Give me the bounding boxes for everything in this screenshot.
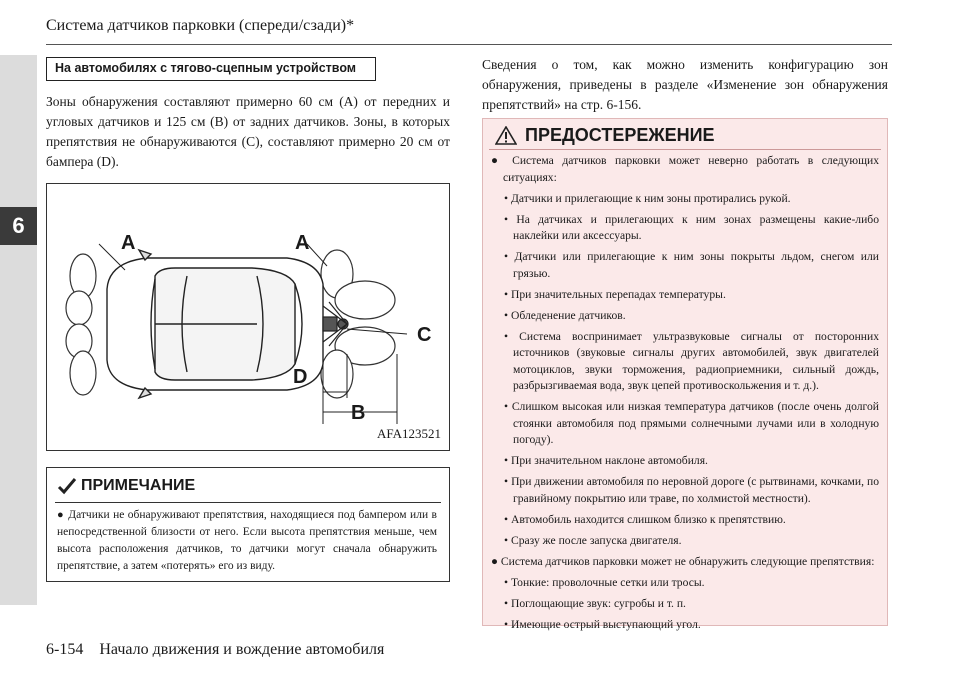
warning-item-text: Система датчиков парковки может неверно работать в следующих ситуациях: — [503, 154, 879, 184]
warning-item-text: Сразу же после запуска двигателя. — [510, 533, 682, 547]
front-left-zone — [66, 291, 92, 325]
bullet-icon: • — [504, 287, 511, 301]
warning-item-text: При значительных перепадах температуры. — [510, 287, 726, 301]
page-title: Система датчиков парковки (спереди/сзади)* — [46, 17, 355, 34]
rear-right-corner-zone — [321, 350, 353, 398]
warning-item-text: Система датчиков парковки может не обнаружить следующие препятствия: — [500, 554, 875, 568]
warning-item-text: На датчиках и прилегающих к ним зонах размещены какие-либо наклейки или аксессуары. — [513, 212, 879, 242]
label-d: D — [293, 366, 308, 388]
warning-heading — [495, 125, 715, 146]
warning-item-text: При движении автомобиля по неровной дороге (с рытвинами, кочками, по гравийному покрытию или траве, по холмистой местности). — [511, 475, 879, 505]
detection-zones-paragraph: Зоны обнаружения составляют примерно 60 см (A) от передних и угловых датчиков и 125 см (B) от задних датчиков. Зоны, в которых препятствия не обнаруживаются (C), составляют примерно 20 см от бампера (D). — [46, 94, 450, 169]
front-right-corner-zone — [70, 351, 96, 395]
warning-item-text: Датчики или прилегающие к ним зоны покрыты льдом, снегом или грязью. — [513, 250, 879, 280]
note-box — [46, 467, 450, 582]
note-heading — [57, 477, 195, 495]
label-b: B — [351, 402, 366, 424]
bullet-icon: • — [504, 575, 511, 589]
warning-sub-item — [497, 212, 879, 245]
bullet-icon: • — [504, 512, 511, 526]
warning-sub-item — [497, 287, 879, 304]
chapter-side-strip — [0, 55, 37, 605]
warning-item-text: Обледенение датчиков. — [510, 308, 626, 322]
parking-sensor-diagram — [46, 183, 450, 451]
bullet-icon: • — [504, 533, 511, 547]
warning-box — [482, 118, 888, 631]
warning-main-item — [491, 554, 879, 571]
label-a-front: A — [121, 232, 136, 254]
config-reference-paragraph: Сведения о том, как можно изменить конфигурацию зон обнаружения, приведены в разделе «Изменение зон обнаружения препятствий» на стр. 6-156. — [482, 57, 888, 112]
header-divider — [46, 44, 892, 45]
warning-sub-item — [497, 399, 879, 449]
bullet-icon: ● — [491, 554, 501, 568]
warning-sub-item — [497, 191, 879, 208]
warning-item-text: Датчики и прилегающие к ним зоны протирались рукой. — [510, 191, 791, 205]
section-name: Начало движения и вождение автомобиля — [99, 641, 385, 658]
warning-main-item — [491, 153, 879, 186]
note-divider — [55, 502, 441, 503]
bullet-icon: • — [504, 329, 520, 343]
warning-sub-item — [497, 308, 879, 325]
note-item — [57, 507, 437, 575]
warning-item-text: Автомобиль находится слишком близко к препятствию. — [510, 512, 786, 526]
warning-item-text: При значительном наклоне автомобиля. — [510, 454, 708, 467]
warning-sub-item — [497, 533, 879, 550]
page-number: 6-154 — [46, 641, 84, 658]
bullet-icon: • — [504, 212, 517, 226]
bullet-icon: • — [504, 191, 511, 205]
note-title: ПРИМЕЧАНИЕ — [81, 477, 196, 494]
tow-hitch-heading: На автомобилях с тягово-сцепным устройством — [46, 57, 376, 81]
page-footer — [46, 641, 384, 659]
warning-item-text: Тонкие: проволочные сетки или тросы. — [510, 575, 705, 589]
label-c: C — [417, 324, 432, 346]
diagram-drawing — [47, 184, 451, 452]
label-a-rear: A — [295, 232, 310, 254]
warning-item-text: Поглощающие звук: сугробы и т. п. — [510, 596, 686, 610]
bullet-icon: • — [504, 475, 512, 488]
warning-item-text: Имеющие острый выступающий угол. — [510, 617, 701, 631]
bullet-icon: • — [504, 250, 515, 263]
car-top-view — [107, 250, 323, 398]
bullet-icon: • — [504, 617, 511, 631]
note-text: Датчики не обнаруживают препятствия, находящиеся под бампером или в непосредственной близости от него. Если высота препятствия меньше, чем высота расположения датчиков, то датчики могут сначала обнаружить препятствие, а затем «потерять» его из виду. — [57, 509, 437, 572]
figure-code: AFA123521 — [376, 426, 441, 441]
warning-sub-item — [497, 249, 879, 282]
warning-sub-item — [497, 453, 879, 470]
warning-sub-item — [497, 575, 879, 592]
warning-triangle-icon — [495, 126, 517, 145]
warning-sub-item — [497, 474, 879, 507]
bullet-icon: • — [504, 400, 512, 413]
warning-sub-item — [497, 329, 879, 395]
bullet-icon: • — [504, 454, 511, 467]
warning-item-text: Система воспринимает ультразвуковые сигналы от посторонних источников (звуковые сигналы других автомобилей, звук двигателей мотоциклов, звуки торможения, радиоприемники, сильный дождь, разбрызгиваемая вода, звук цепей противоскольжения и т. д.). — [513, 329, 879, 392]
rear-left-zone — [335, 281, 395, 319]
warning-list — [491, 153, 879, 638]
warning-divider — [489, 149, 881, 150]
warning-sub-item — [497, 512, 879, 529]
pencil-check-icon — [57, 477, 77, 495]
warning-sub-item — [497, 596, 879, 613]
warning-item-text: Слишком высокая или низкая температура датчиков (после очень долгой стоянки автомобиля под прямыми солнечными лучами или в холодную погоду). — [511, 400, 879, 446]
chapter-tab: 6 — [0, 207, 37, 245]
warning-title: ПРЕДОСТЕРЕЖЕНИЕ — [525, 125, 715, 145]
bullet-icon: ● — [491, 154, 513, 167]
bullet-icon: • — [504, 596, 511, 610]
bullet-icon: ● — [57, 509, 65, 521]
bullet-icon: • — [504, 308, 511, 322]
warning-sub-item — [497, 617, 879, 634]
